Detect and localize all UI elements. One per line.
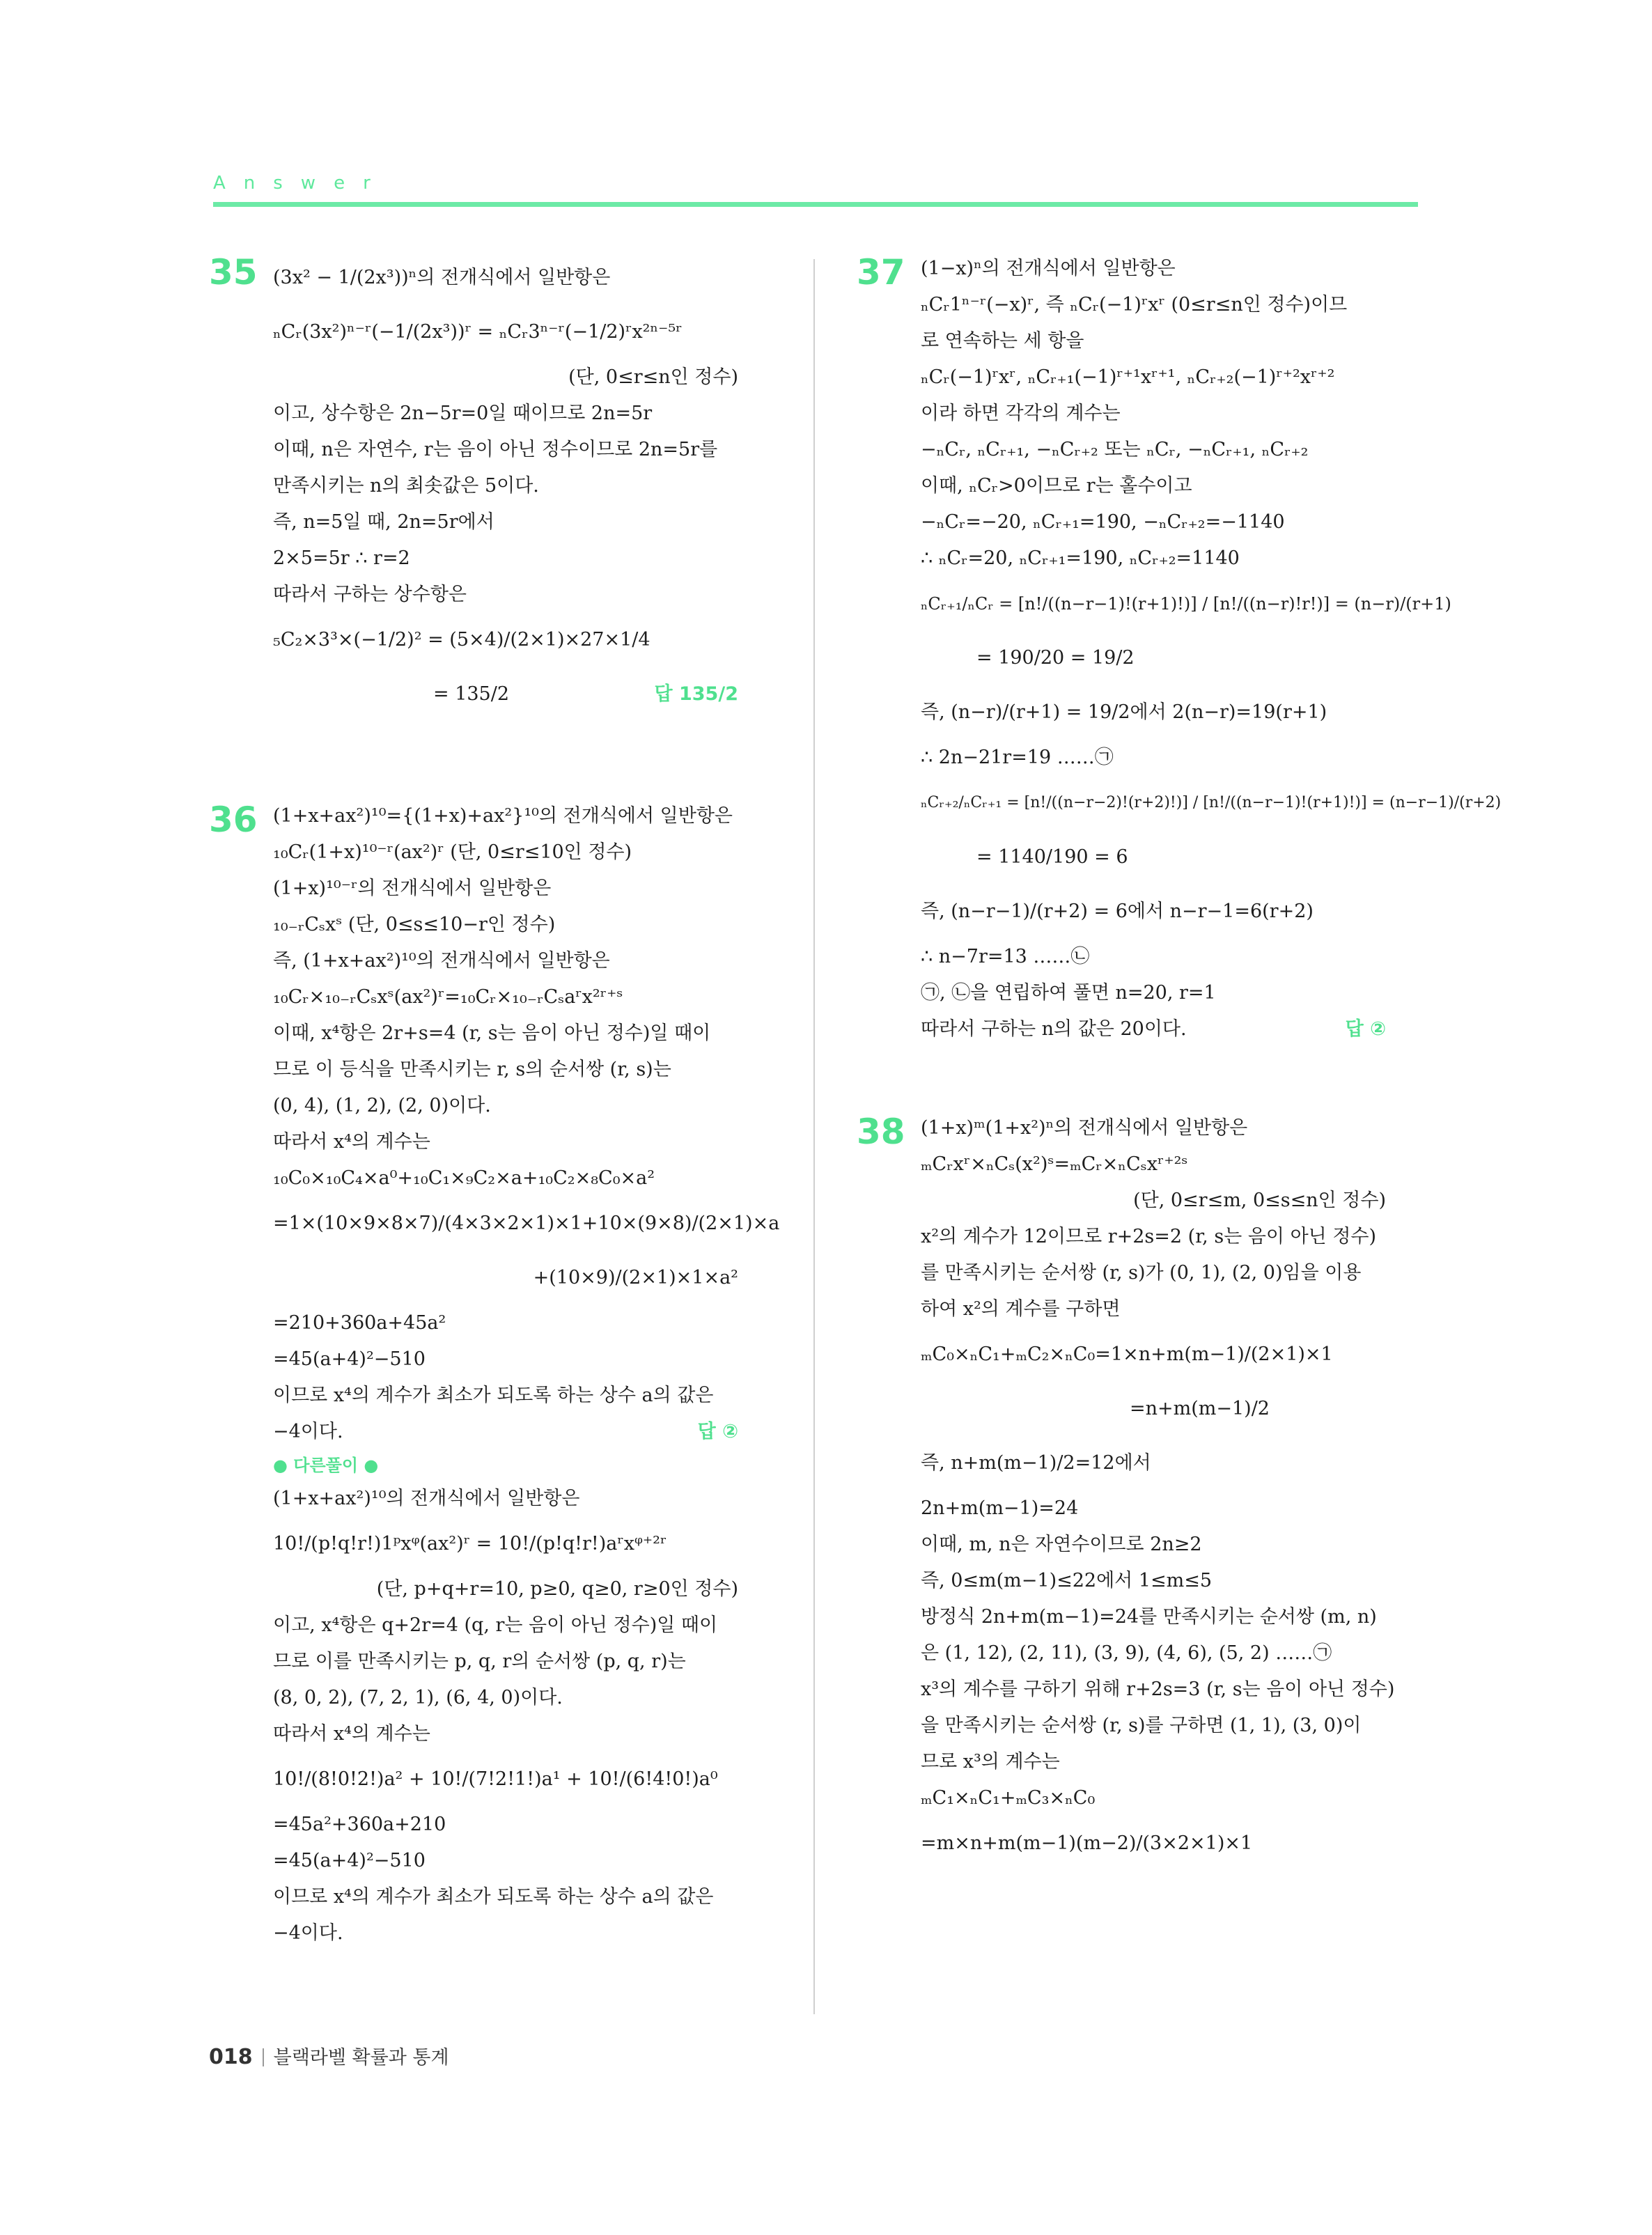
answer-mark: 답 ② <box>697 1421 738 1442</box>
p38-line: 를 만족시키는 순서쌍 (r, s)가 (0, 1), (2, 0)임을 이용 <box>921 1262 1362 1284</box>
p38-line: =n+m(m−1)/2 <box>1130 1398 1270 1419</box>
p36-alt-line: −4이다. <box>273 1922 343 1944</box>
p37-line: 로 연속하는 세 항을 <box>921 330 1084 352</box>
p35-line: 이때, n은 자연수, r는 음이 아닌 정수이므로 2n=5r를 <box>273 439 718 460</box>
p36-line: ₁₀₋ᵣCₛxˢ (단, 0≤s≤10−r인 정수) <box>273 914 556 935</box>
alternative-solution-label: ● 다른풀이 ● <box>273 1456 379 1475</box>
p38-line: 방정식 2n+m(m−1)=24를 만족시키는 순서쌍 (m, n) <box>921 1606 1377 1628</box>
problem-number: 37 <box>857 252 905 293</box>
page-footer <box>209 2042 449 2069</box>
p37-line: ₙCᵣ₊₂/ₙCᵣ₊₁ = [n!/((n−r−2)!(r+2)!)] / [n!/((n−r−1)!(r+1)!)] = (n−r−1)/(r+2) <box>921 794 1502 811</box>
p35-result-row <box>273 667 738 722</box>
p36-alt-line: 므로 이를 만족시키는 p, q, r의 순서쌍 (p, q, r)는 <box>273 1651 686 1672</box>
p37-result-row <box>921 1011 1386 1048</box>
p35-line: 즉, n=5일 때, 2n=5r에서 <box>273 511 494 533</box>
p36-line: (0, 4), (1, 2), (2, 0)이다. <box>273 1095 491 1116</box>
p35-line: 만족시키는 n의 최솟값은 5이다. <box>273 475 539 497</box>
p37-line: = 1140/190 = 6 <box>976 846 1128 868</box>
p37-line: ∴ n−7r=13 ……㉡ <box>921 946 1090 967</box>
page-number: 018 <box>209 2045 253 2069</box>
p37-line: = 190/20 = 19/2 <box>976 647 1135 669</box>
book-title: 블랙라벨 확률과 통계 <box>273 2047 449 2069</box>
p37-line: −ₙCᵣ=−20, ₙCᵣ₊₁=190, −ₙCᵣ₊₂=−1140 <box>921 511 1285 533</box>
problem-number: 36 <box>209 800 258 840</box>
p37-line: 이때, ₙCᵣ>0이므로 r는 홀수이고 <box>921 475 1192 497</box>
p38-line: (단, 0≤r≤m, 0≤s≤n인 정수) <box>1133 1190 1386 1211</box>
p36-line: =210+360a+45a² <box>273 1312 446 1334</box>
p38-line: 즉, 0≤m(m−1)≤22에서 1≤m≤5 <box>921 1570 1213 1591</box>
p37-line: 즉, (n−r−1)/(r+2) = 6에서 n−r−1=6(r+2) <box>921 901 1314 922</box>
p38-line: (1+x)ᵐ(1+x²)ⁿ의 전개식에서 일반항은 <box>921 1117 1248 1139</box>
problem-38 <box>857 1110 1395 1871</box>
p37-line: ₙCᵣ1ⁿ⁻ʳ(−x)ʳ, 즉 ₙCᵣ(−1)ʳxʳ (0≤r≤n인 정수)이므 <box>921 294 1348 316</box>
p37-line: 이라 하면 각각의 계수는 <box>921 403 1121 424</box>
p35-line: 이고, 상수항은 2n−5r=0일 때이므로 2n=5r <box>273 403 653 424</box>
p35-line: ₙCᵣ(3x²)ⁿ⁻ʳ(−1/(2x³))ʳ = ₙCᵣ3ⁿ⁻ʳ(−1/2)ʳx²ⁿ⁻⁵ʳ <box>273 321 683 343</box>
p36-alt-line: (1+x+ax²)¹⁰의 전개식에서 일반항은 <box>273 1488 580 1509</box>
p38-line: =m×n+m(m−1)(m−2)/(3×2×1)×1 <box>921 1832 1253 1854</box>
p36-line: 따라서 x⁴의 계수는 <box>273 1131 430 1153</box>
p37-line: ∴ 2n−21r=19 ……㉠ <box>921 747 1114 768</box>
p37-line: ∴ ₙCᵣ=20, ₙCᵣ₊₁=190, ₙCᵣ₊₂=1140 <box>921 547 1240 569</box>
p37-line: 따라서 구하는 n의 값은 20이다. <box>921 1018 1187 1040</box>
p36-line: (1+x+ax²)¹⁰={(1+x)+ax²}¹⁰의 전개식에서 일반항은 <box>273 805 733 827</box>
p35-line: 따라서 구하는 상수항은 <box>273 584 467 605</box>
right-column <box>857 251 1502 1871</box>
p35-line: (3x² − 1/(2x³))ⁿ의 전개식에서 일반항은 <box>273 267 611 288</box>
header-label: Answer <box>213 173 389 194</box>
p36-alt-line: (8, 0, 2), (7, 2, 1), (6, 4, 0)이다. <box>273 1687 563 1708</box>
p37-line: ₙCᵣ(−1)ʳxʳ, ₙCᵣ₊₁(−1)ʳ⁺¹xʳ⁺¹, ₙCᵣ₊₂(−1)ʳ⁺²xʳ⁺² <box>921 366 1335 388</box>
p38-line: 즉, n+m(m−1)/2=12에서 <box>921 1452 1151 1474</box>
p36-line: =45(a+4)²−510 <box>273 1348 426 1370</box>
p35-line: 2×5=5r ∴ r=2 <box>273 547 410 569</box>
p37-line: ㉠, ㉡을 연립하여 풀면 n=20, r=1 <box>921 982 1216 1004</box>
p38-line: 이때, m, n은 자연수이므로 2n≥2 <box>921 1534 1202 1555</box>
answer-mark: 답 135/2 <box>654 683 738 705</box>
footer-divider <box>263 2048 264 2066</box>
p38-line: 2n+m(m−1)=24 <box>921 1497 1079 1519</box>
p38-line: 하여 x²의 계수를 구하면 <box>921 1298 1121 1320</box>
p37-line: −ₙCᵣ, ₙCᵣ₊₁, −ₙCᵣ₊₂ 또는 ₙCᵣ, −ₙCᵣ₊₁, ₙCᵣ₊₂ <box>921 439 1309 460</box>
p35-line: = 135/2 <box>433 683 510 705</box>
p38-line: ₘC₀×ₙC₁+ₘC₂×ₙC₀=1×n+m(m−1)/(2×1)×1 <box>921 1344 1333 1365</box>
p38-line: x³의 계수를 구하기 위해 r+2s=3 (r, s는 음이 아닌 정수) <box>921 1679 1395 1700</box>
p36-alt-line: =45a²+360a+210 <box>273 1814 446 1835</box>
p36-alt-line: (단, p+q+r=10, p≥0, q≥0, r≥0인 정수) <box>376 1578 738 1600</box>
problem-36 <box>209 798 780 1952</box>
p36-line: ₁₀Cᵣ(1+x)¹⁰⁻ʳ(ax²)ʳ (단, 0≤r≤10인 정수) <box>273 841 632 863</box>
answer-mark: 답 ② <box>1345 1018 1386 1040</box>
p36-line: =1×(10×9×8×7)/(4×3×2×1)×1+10×(9×8)/(2×1)×a <box>273 1213 780 1234</box>
problem-37 <box>857 251 1502 1048</box>
p37-line: 즉, (n−r)/(r+1) = 19/2에서 2(n−r)=19(r+1) <box>921 701 1327 723</box>
p36-alt-line: 10!/(8!0!2!)a² + 10!/(7!2!1!)a¹ + 10!/(6!4!0!)a⁰ <box>273 1768 718 1790</box>
p35-line: ₅C₂×3³×(−1/2)² = (5×4)/(2×1)×27×1/4 <box>273 629 650 651</box>
p37-line: (1−x)ⁿ의 전개식에서 일반항은 <box>921 258 1176 279</box>
p38-line: 은 (1, 12), (2, 11), (3, 9), (4, 6), (5, 2) ……㉠ <box>921 1642 1332 1664</box>
problem-number: 38 <box>857 1112 905 1152</box>
header-rule <box>213 202 1418 207</box>
problem-35 <box>209 251 738 722</box>
p36-alt-line: =45(a+4)²−510 <box>273 1850 426 1871</box>
p36-line: 이므로 x⁴의 계수가 최소가 되도록 하는 상수 a의 값은 <box>273 1385 714 1406</box>
p36-line: (1+x)¹⁰⁻ʳ의 전개식에서 일반항은 <box>273 878 552 899</box>
p36-alt-line: 이므로 x⁴의 계수가 최소가 되도록 하는 상수 a의 값은 <box>273 1886 714 1908</box>
p36-line: −4이다. <box>273 1421 343 1442</box>
p38-line: 므로 x³의 계수는 <box>921 1751 1060 1773</box>
p38-line: x²의 계수가 12이므로 r+2s=2 (r, s는 음이 아닌 정수) <box>921 1226 1377 1247</box>
p36-alt-line: 따라서 x⁴의 계수는 <box>273 1723 430 1745</box>
p36-line: ₁₀Cᵣ×₁₀₋ᵣCₛxˢ(ax²)ʳ=₁₀Cᵣ×₁₀₋ᵣCₛaʳx²ʳ⁺ˢ <box>273 986 623 1008</box>
p36-line: 즉, (1+x+ax²)¹⁰의 전개식에서 일반항은 <box>273 950 610 972</box>
p36-result-row <box>273 1414 738 1450</box>
column-divider <box>813 259 815 2014</box>
p38-line: 을 만족시키는 순서쌍 (r, s)를 구하면 (1, 1), (3, 0)이 <box>921 1715 1362 1736</box>
left-column <box>209 251 780 1952</box>
p37-line: ₙCᵣ₊₁/ₙCᵣ = [n!/((n−r−1)!(r+1)!)] / [n!/((n−r)!r!)] = (n−r)/(r+1) <box>921 594 1451 614</box>
p36-alt-line: 이고, x⁴항은 q+2r=4 (q, r는 음이 아닌 정수)일 때이 <box>273 1614 718 1636</box>
p38-line: ₘC₁×ₙC₁+ₘC₃×ₙC₀ <box>921 1787 1096 1809</box>
p36-line: +(10×9)/(2×1)×1×a² <box>533 1267 738 1288</box>
p38-line: ₘCᵣxʳ×ₙCₛ(x²)ˢ=ₘCᵣ×ₙCₛxʳ⁺²ˢ <box>921 1153 1188 1175</box>
p35-line: (단, 0≤r≤n인 정수) <box>568 366 738 388</box>
p36-line: ₁₀C₀×₁₀C₄×a⁰+₁₀C₁×₉C₂×a+₁₀C₂×₈C₀×a² <box>273 1167 655 1189</box>
p36-line: 므로 이 등식을 만족시키는 r, s의 순서쌍 (r, s)는 <box>273 1059 671 1080</box>
p36-line: 이때, x⁴항은 2r+s=4 (r, s는 음이 아닌 정수)일 때이 <box>273 1022 711 1044</box>
problem-number: 35 <box>209 252 258 293</box>
p36-alt-line: 10!/(p!q!r!)1ᵖxᵠ(ax²)ʳ = 10!/(p!q!r!)aʳxᵠ⁺²ʳ <box>273 1533 667 1555</box>
